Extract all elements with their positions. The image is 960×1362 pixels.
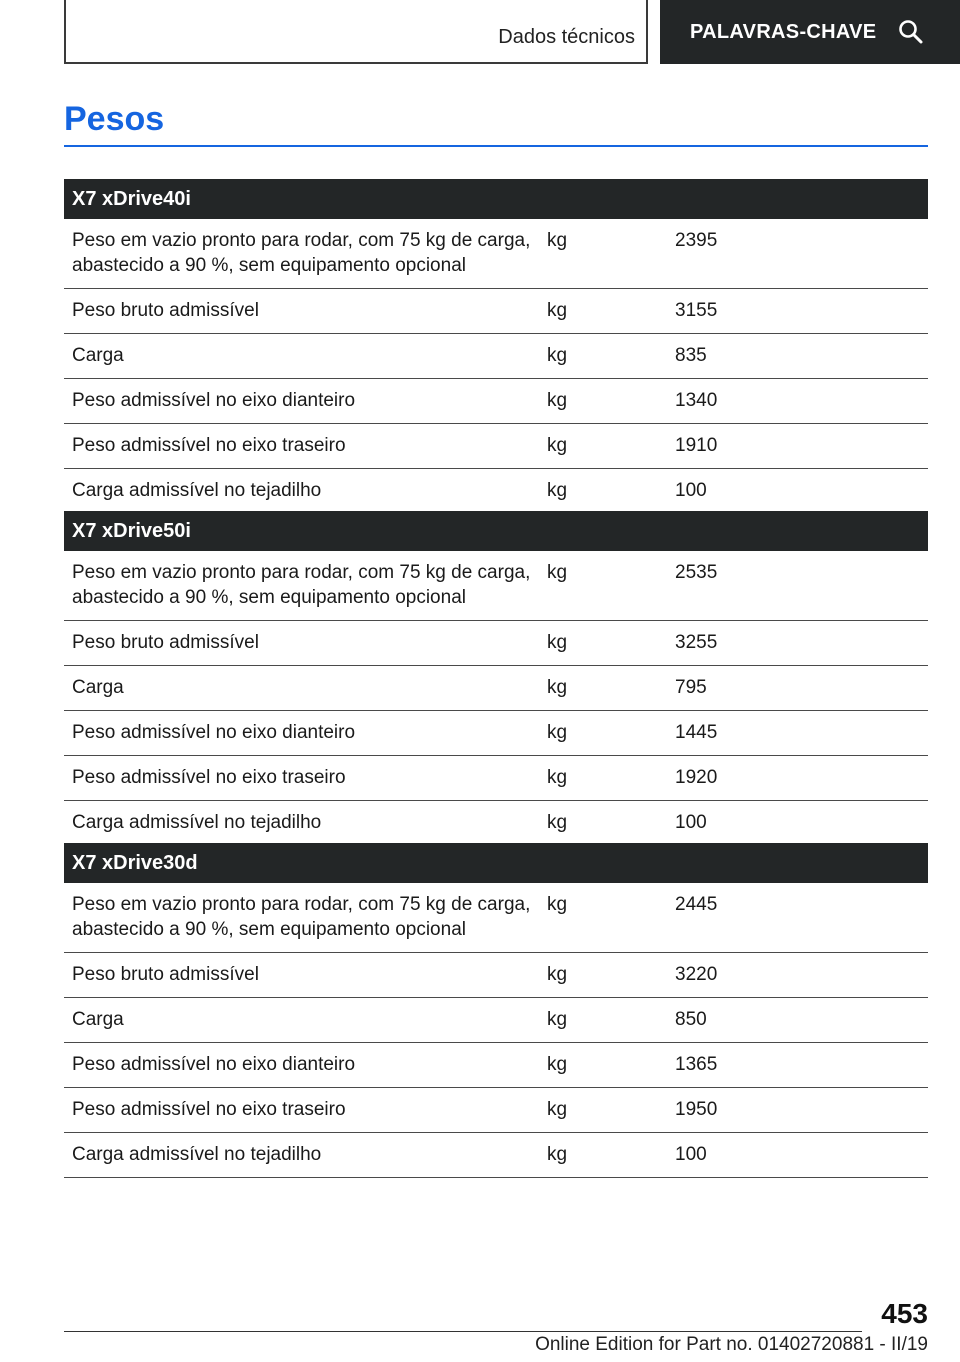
row-value: 2395: [667, 219, 928, 289]
model-name: X7 xDrive50i: [64, 511, 928, 551]
row-unit: kg: [539, 469, 667, 514]
row-unit: kg: [539, 219, 667, 289]
row-label: Carga admissível no tejadilho: [64, 1133, 539, 1178]
row-value: 2445: [667, 883, 928, 953]
table-row: [64, 219, 928, 289]
table-row: [64, 1133, 928, 1178]
table-header: [64, 843, 928, 883]
table-row: [64, 379, 928, 424]
table-row: [64, 424, 928, 469]
row-label: Peso admissível no eixo traseiro: [64, 756, 539, 801]
row-label: Peso bruto admissível: [64, 289, 539, 334]
row-unit: kg: [539, 1088, 667, 1133]
header-section-link[interactable]: Dados técnicos: [498, 26, 635, 48]
row-value: 850: [667, 998, 928, 1043]
model-name: X7 xDrive30d: [64, 843, 928, 883]
table-header: [64, 179, 928, 219]
row-value: 1445: [667, 711, 928, 756]
table-row: [64, 801, 928, 846]
table-row: [64, 289, 928, 334]
row-value: 100: [667, 469, 928, 514]
row-label: Carga admissível no tejadilho: [64, 801, 539, 846]
row-unit: kg: [539, 424, 667, 469]
row-label: Peso admissível no eixo traseiro: [64, 424, 539, 469]
row-value: 1920: [667, 756, 928, 801]
row-value: 100: [667, 1133, 928, 1178]
row-unit: kg: [539, 998, 667, 1043]
keywords-button[interactable]: [660, 0, 960, 64]
row-unit: kg: [539, 801, 667, 846]
title-divider: [64, 145, 928, 147]
table-header: [64, 511, 928, 551]
spec-table-xdrive40i: [64, 179, 928, 514]
model-name: X7 xDrive40i: [64, 179, 928, 219]
page-title: Pesos: [64, 100, 165, 138]
table-row: [64, 711, 928, 756]
row-value: 795: [667, 666, 928, 711]
row-value: 1950: [667, 1088, 928, 1133]
table-row: [64, 469, 928, 514]
row-label: Peso admissível no eixo dianteiro: [64, 711, 539, 756]
table-row: [64, 1088, 928, 1133]
row-value: 3255: [667, 621, 928, 666]
row-label: Peso em vazio pronto para rodar, com 75 kg de carga, abastecido a 90 %, sem equipamento opcional: [64, 551, 539, 621]
row-unit: kg: [539, 666, 667, 711]
row-value: 3220: [667, 953, 928, 998]
row-value: 2535: [667, 551, 928, 621]
row-value: 835: [667, 334, 928, 379]
row-label: Peso bruto admissível: [64, 953, 539, 998]
row-label: Peso em vazio pronto para rodar, com 75 kg de carga, abastecido a 90 %, sem equipamento opcional: [64, 883, 539, 953]
page-number: 453: [881, 1298, 928, 1329]
keywords-label: PALAVRAS-CHAVE: [690, 20, 877, 43]
row-value: 3155: [667, 289, 928, 334]
row-unit: kg: [539, 756, 667, 801]
row-value: 100: [667, 801, 928, 846]
row-label: Carga: [64, 666, 539, 711]
row-label: Peso admissível no eixo traseiro: [64, 1088, 539, 1133]
row-value: 1910: [667, 424, 928, 469]
table-row: [64, 998, 928, 1043]
search-icon: [898, 19, 924, 45]
edition-info: Online Edition for Part no. 01402720881 - II/19: [535, 1334, 928, 1355]
row-label: Peso em vazio pronto para rodar, com 75 kg de carga, abastecido a 90 %, sem equipamento opcional: [64, 219, 539, 289]
row-label: Peso admissível no eixo dianteiro: [64, 1043, 539, 1088]
row-label: Carga admissível no tejadilho: [64, 469, 539, 514]
row-unit: kg: [539, 379, 667, 424]
footer-divider: [64, 1331, 862, 1332]
table-row: [64, 666, 928, 711]
row-value: 1365: [667, 1043, 928, 1088]
table-row: [64, 334, 928, 379]
table-row: [64, 1043, 928, 1088]
row-unit: kg: [539, 711, 667, 756]
row-label: Carga: [64, 334, 539, 379]
row-unit: kg: [539, 621, 667, 666]
row-unit: kg: [539, 1043, 667, 1088]
table-row: [64, 883, 928, 953]
row-unit: kg: [539, 334, 667, 379]
row-unit: kg: [539, 1133, 667, 1178]
row-unit: kg: [539, 289, 667, 334]
table-row: [64, 621, 928, 666]
row-unit: kg: [539, 953, 667, 998]
spec-table-xdrive50i: [64, 511, 928, 846]
row-unit: kg: [539, 551, 667, 621]
row-label: Peso bruto admissível: [64, 621, 539, 666]
row-value: 1340: [667, 379, 928, 424]
spec-table-xdrive30d: [64, 843, 928, 1178]
row-label: Peso admissível no eixo dianteiro: [64, 379, 539, 424]
table-row: [64, 756, 928, 801]
row-unit: kg: [539, 883, 667, 953]
row-label: Carga: [64, 998, 539, 1043]
table-row: [64, 551, 928, 621]
table-row: [64, 953, 928, 998]
